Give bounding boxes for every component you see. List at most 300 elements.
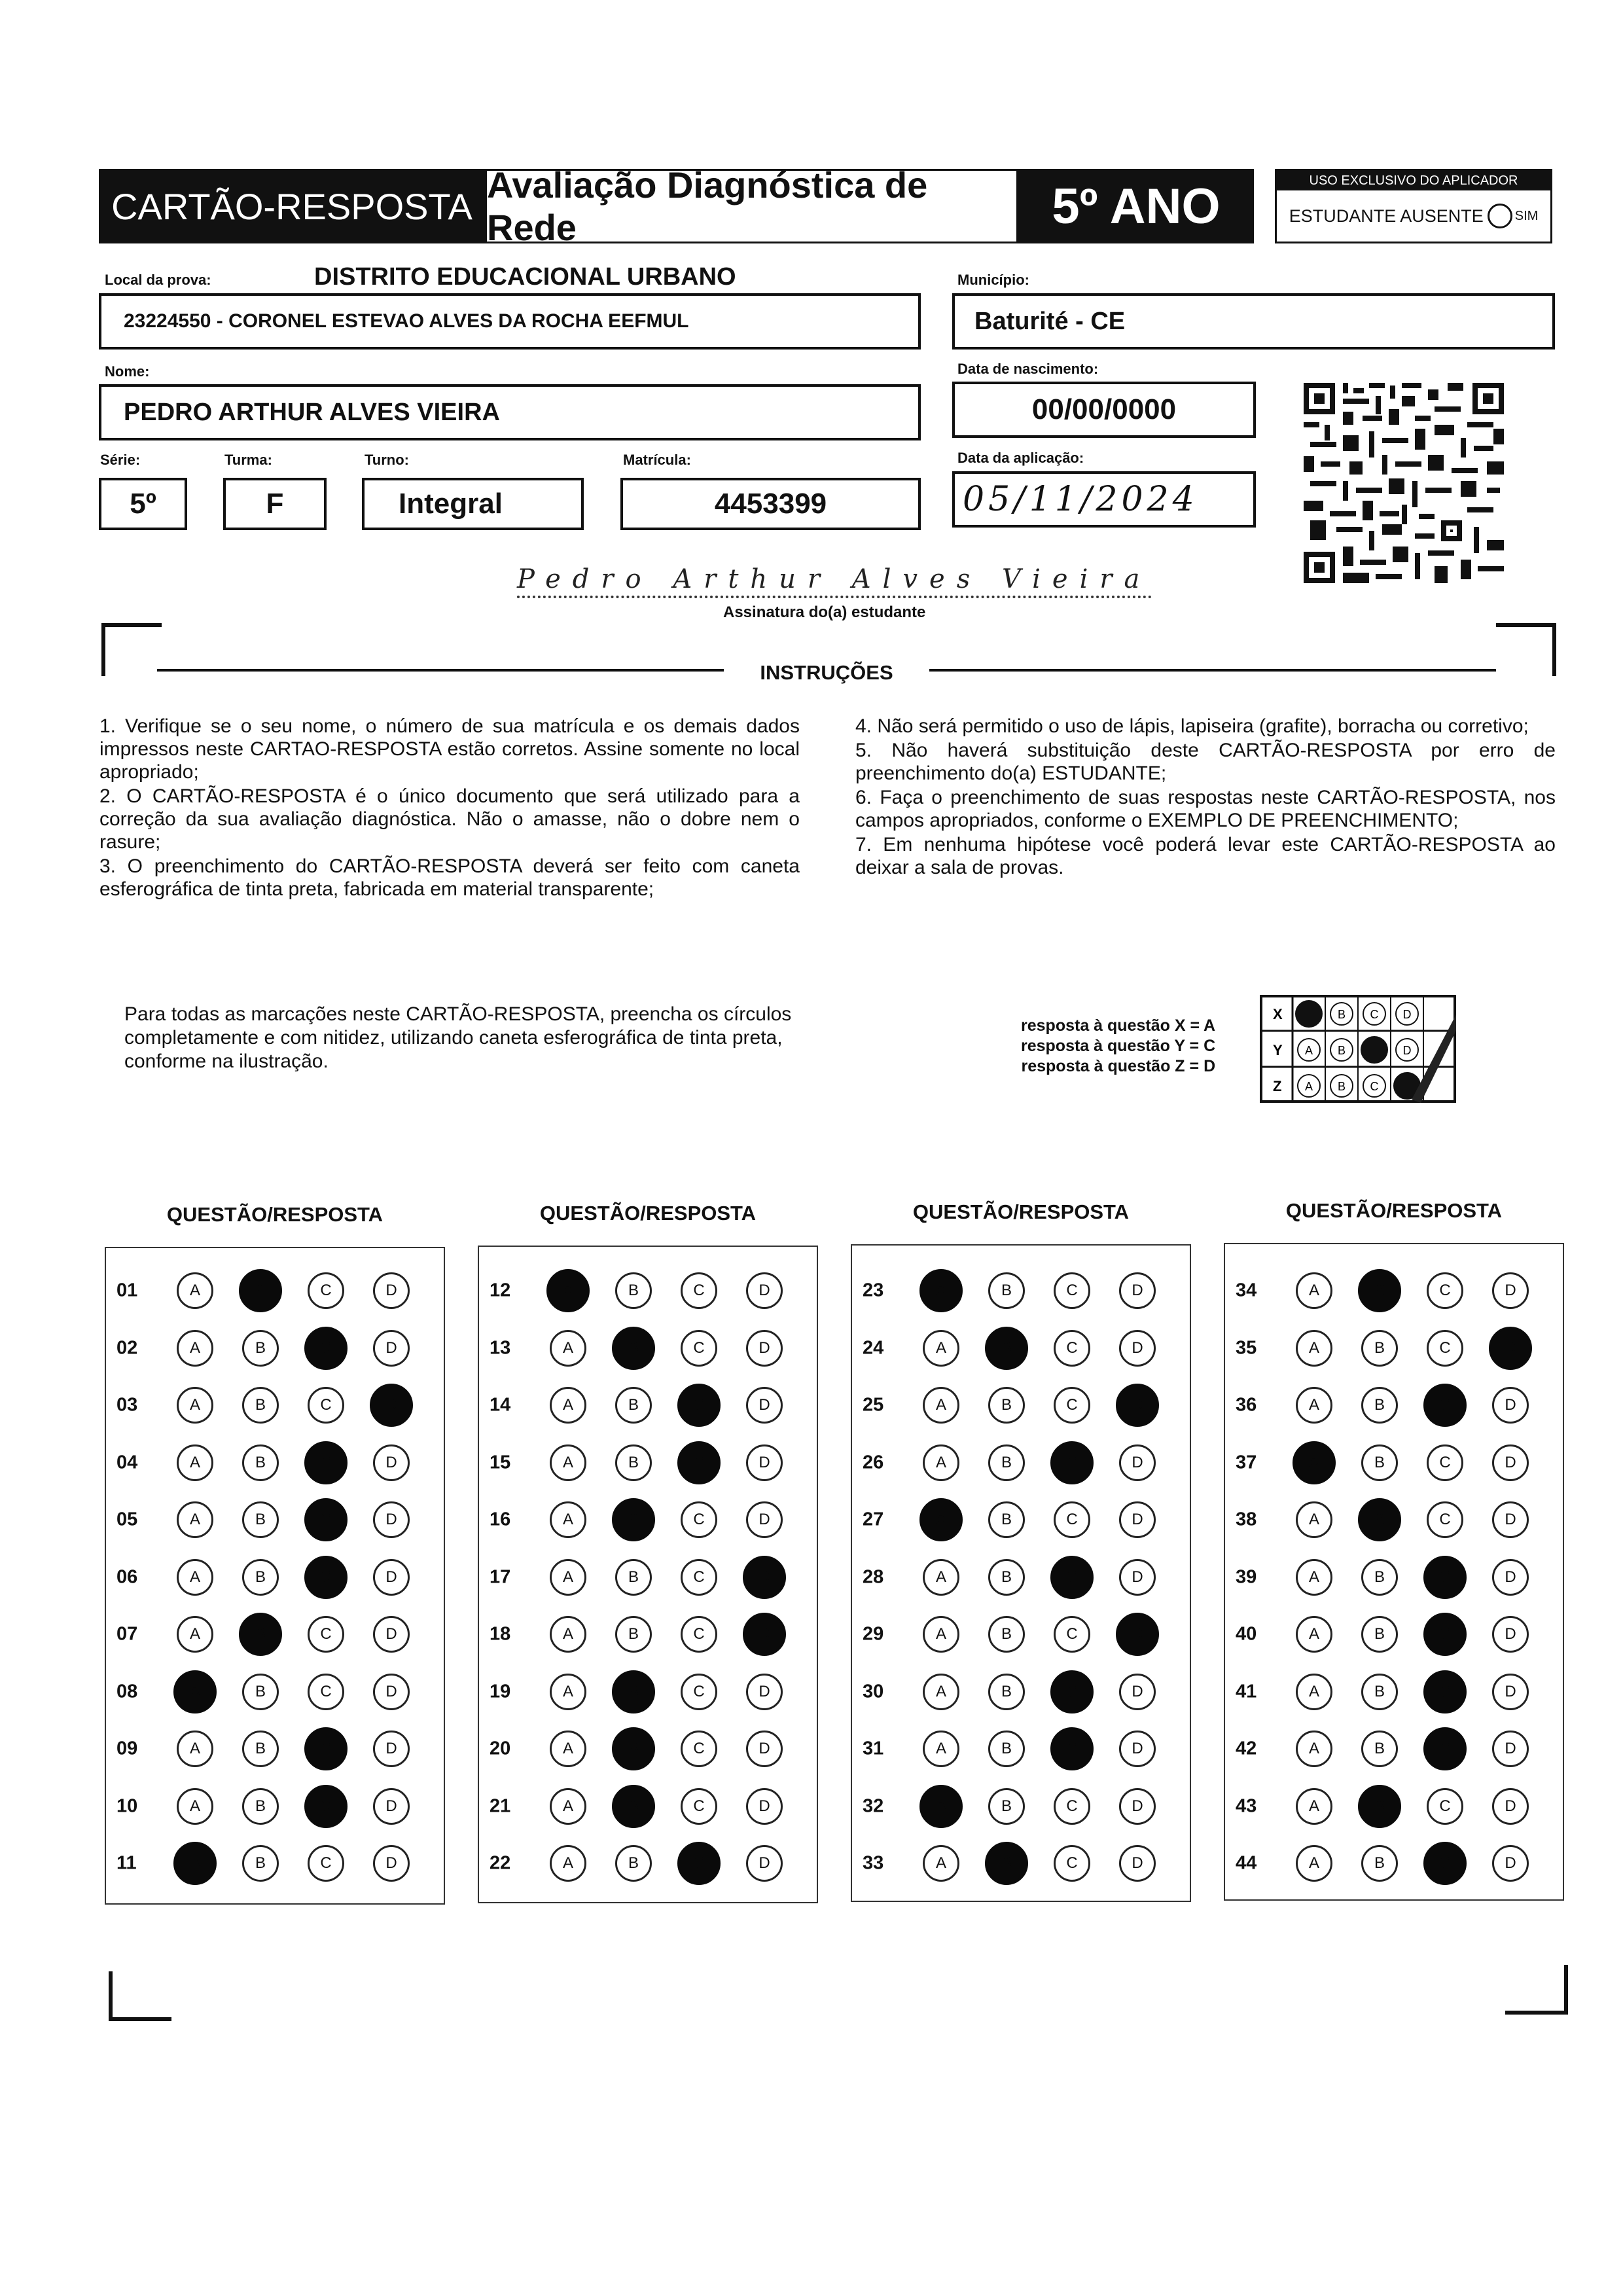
answer-row [479,1787,817,1826]
school-field [99,293,921,350]
bubble-b[interactable]: B [242,1731,279,1767]
bubble-d[interactable]: D [746,1387,783,1424]
bubble-c-marked[interactable]: C [1423,1384,1467,1427]
bubble-d[interactable]: D [373,1272,410,1309]
bubble-b[interactable]: B [242,1845,279,1882]
bubble-d[interactable]: D [1492,1272,1529,1309]
question-number: 18 [490,1623,511,1645]
bubble-c[interactable]: C [1054,1272,1090,1309]
answer-row [1225,1615,1563,1654]
bubble-b-marked[interactable]: B [1358,1498,1401,1541]
question-number: 30 [863,1681,884,1702]
answer-row [1225,1386,1563,1425]
example-bubble-letter: D [1402,1044,1412,1057]
bubble-a[interactable]: A [550,1559,586,1596]
bubble-b[interactable]: B [242,1788,279,1825]
bubble-d[interactable]: D [373,1674,410,1710]
bubble-b[interactable]: B [242,1501,279,1538]
local-label: Local da prova: [105,272,211,288]
bubble-d[interactable]: D [1119,1330,1156,1367]
bubble-b[interactable]: B [242,1674,279,1710]
question-number: 31 [863,1738,884,1759]
bubble-a[interactable]: A [177,1330,213,1367]
instructions-left [99,715,800,902]
bubble-c-marked[interactable]: C [1423,1613,1467,1656]
bubble-a[interactable]: A [923,1845,959,1882]
signature-value: Pedro Arthur Alves Vieira [517,564,1152,594]
answer-row [1225,1329,1563,1368]
answer-row [1225,1672,1563,1712]
answer-column-3 [851,1244,1191,1902]
answer-column-1 [105,1247,445,1905]
bubble-d[interactable]: D [1119,1501,1156,1538]
bubble-c-marked[interactable]: C [1423,1670,1467,1713]
bubble-a[interactable]: A [923,1616,959,1653]
bubble-a[interactable]: A [1296,1272,1332,1309]
question-number: 28 [863,1566,884,1587]
answer-row [479,1443,817,1482]
bubble-a[interactable]: A [550,1674,586,1710]
answer-row [479,1329,817,1368]
bubble-b-marked[interactable]: B [239,1269,282,1312]
bubble-c[interactable]: C [681,1330,717,1367]
bubble-a[interactable]: A [177,1731,213,1767]
example-row-label: Z [1273,1078,1282,1094]
bubble-b-marked[interactable]: B [612,1727,655,1770]
bubble-d[interactable]: D [373,1559,410,1596]
applicator-label: USO EXCLUSIVO DO APLICADOR [1277,171,1550,190]
bubble-c-marked[interactable]: C [677,1384,721,1427]
bubble-a[interactable]: A [550,1330,586,1367]
bubble-c[interactable]: C [308,1387,344,1424]
bubble-b[interactable]: B [615,1845,652,1882]
bubble-a-marked[interactable]: A [1293,1441,1336,1484]
bubble-a[interactable]: A [177,1387,213,1424]
bubble-c[interactable]: C [308,1845,344,1882]
bubble-c[interactable]: C [1054,1788,1090,1825]
example-bubble-letter: C [1370,1008,1379,1021]
absent-bubble[interactable] [1488,204,1512,228]
example-grid-graphic [1260,995,1456,1103]
bubble-a[interactable]: A [923,1674,959,1710]
bubble-c-marked[interactable]: C [1423,1556,1467,1599]
answer-row [852,1386,1190,1425]
instructions-title: INSTRUÇÕES [760,661,893,684]
bubble-c[interactable]: C [681,1272,717,1309]
bubble-b[interactable]: B [988,1387,1025,1424]
municipio-label: Município: [957,272,1029,288]
absent-option: SIM [1514,208,1539,223]
example-bubble-a [1296,1001,1322,1027]
serie-value: 5º [130,488,156,520]
qr-code [1304,383,1504,583]
bubble-b-marked[interactable]: B [1358,1785,1401,1828]
question-number: 21 [490,1795,511,1816]
bubble-d-marked[interactable]: D [370,1384,413,1427]
turno-label: Turno: [365,452,410,468]
example-bubble-letter: A [1304,1044,1313,1057]
bubble-d-marked[interactable]: D [743,1556,786,1599]
bubble-b[interactable]: B [988,1501,1025,1538]
bubble-d[interactable]: D [373,1616,410,1653]
bubble-d[interactable]: D [1492,1845,1529,1882]
bubble-c-marked[interactable]: C [1050,1727,1094,1770]
card-title [99,169,485,243]
bubble-a[interactable]: A [550,1845,586,1882]
bubble-d[interactable]: D [746,1845,783,1882]
bubble-c[interactable]: C [1054,1387,1090,1424]
bubble-c-marked[interactable]: C [677,1842,721,1885]
bubble-a-marked[interactable]: A [173,1842,217,1885]
answer-row [479,1271,817,1310]
bubble-d[interactable]: D [746,1788,783,1825]
example-line-x: resposta à questão X = A [1021,1016,1216,1035]
bubble-d[interactable]: D [373,1501,410,1538]
bubble-c[interactable]: C [681,1788,717,1825]
bubble-c[interactable]: C [1054,1616,1090,1653]
bubble-a[interactable]: A [177,1616,213,1653]
question-number: 32 [863,1795,884,1816]
bubble-a[interactable]: A [1296,1387,1332,1424]
bubble-a[interactable]: A [923,1559,959,1596]
corner-mark-bottom-left [109,1971,171,2021]
bubble-d[interactable]: D [746,1501,783,1538]
bubble-b[interactable]: B [242,1444,279,1481]
bubble-b[interactable]: B [988,1674,1025,1710]
question-number: 20 [490,1738,511,1759]
bubble-b[interactable]: B [988,1788,1025,1825]
question-number: 38 [1236,1509,1257,1530]
bubble-d-marked[interactable]: D [743,1613,786,1656]
question-number: 07 [116,1623,138,1645]
instruction-6: 6. Faça o preenchimento de suas respostas neste CARTÃO-RESPOSTA, nos campos apropriados, conforme o EXEMPLO DE PREENCHIMENTO; [855,787,1556,831]
answer-row [106,1729,444,1768]
bubble-c-marked[interactable]: C [1050,1670,1094,1713]
answer-row [852,1500,1190,1539]
bubble-a[interactable]: A [177,1559,213,1596]
bubble-a-marked[interactable]: A [919,1269,963,1312]
signature-line [517,564,1152,598]
bubble-b-marked[interactable]: B [239,1613,282,1656]
bubble-c-marked[interactable]: C [1423,1842,1467,1885]
column-title: QUESTÃO/RESPOSTA [166,1203,383,1226]
question-number: 12 [490,1280,511,1301]
answer-row [479,1844,817,1883]
question-number: 43 [1236,1795,1257,1816]
bubble-a[interactable]: A [550,1731,586,1767]
bubble-a[interactable]: A [923,1444,959,1481]
bubble-c[interactable]: C [308,1272,344,1309]
example-illustration [1260,995,1456,1103]
bubble-a[interactable]: A [1296,1788,1332,1825]
bubble-a[interactable]: A [177,1501,213,1538]
answer-row [106,1787,444,1826]
bubble-b-marked[interactable]: B [985,1842,1028,1885]
bubble-c[interactable]: C [1054,1330,1090,1367]
bubble-b[interactable]: B [988,1444,1025,1481]
example-row-label: X [1273,1006,1283,1022]
question-number: 33 [863,1852,884,1874]
grade-title-text: 5º ANO [1052,178,1221,234]
bubble-b[interactable]: B [1361,1387,1398,1424]
bubble-a[interactable]: A [550,1616,586,1653]
grade-title [1018,169,1254,243]
nascimento-label: Data de nascimento: [957,361,1099,377]
bubble-b[interactable]: B [615,1559,652,1596]
applicator-box [1275,169,1552,243]
bubble-d[interactable]: D [746,1674,783,1710]
example-bubble-letter: B [1337,1080,1346,1093]
nascimento-value: 00/00/0000 [1031,393,1177,425]
bubble-a[interactable]: A [177,1272,213,1309]
signature-label: Assinatura do(a) estudante [723,603,926,621]
bubble-d[interactable]: D [746,1731,783,1767]
bubble-c[interactable]: C [308,1616,344,1653]
bubble-d[interactable]: D [746,1272,783,1309]
bubble-c[interactable]: C [681,1559,717,1596]
bubble-d[interactable]: D [373,1731,410,1767]
bubble-a[interactable]: A [1296,1559,1332,1596]
bubble-b[interactable]: B [988,1616,1025,1653]
bubble-d[interactable]: D [373,1330,410,1367]
bubble-b-marked[interactable]: B [1358,1269,1401,1312]
bubble-a[interactable]: A [550,1387,586,1424]
bubble-b[interactable]: B [242,1330,279,1367]
bubble-d[interactable]: D [1492,1501,1529,1538]
aplicacao-field [952,471,1256,528]
bubble-b[interactable]: B [1361,1559,1398,1596]
bubble-c-marked[interactable]: C [304,1498,348,1541]
bubble-b[interactable]: B [1361,1674,1398,1710]
bubble-d[interactable]: D [1119,1845,1156,1882]
bubble-b[interactable]: B [988,1731,1025,1767]
answer-row [852,1844,1190,1883]
municipio-value: Baturité - CE [974,307,1126,335]
bubble-d[interactable]: D [1119,1444,1156,1481]
exam-title [485,164,1018,248]
bubble-b-marked[interactable]: B [612,1327,655,1370]
bubble-b[interactable]: B [242,1387,279,1424]
bubble-d[interactable]: D [746,1330,783,1367]
bubble-c-marked[interactable]: C [304,1785,348,1828]
bubble-a-marked[interactable]: A [919,1785,963,1828]
corner-mark-top-right [1496,623,1556,676]
bubble-d[interactable]: D [1119,1674,1156,1710]
serie-label: Série: [100,452,141,468]
question-number: 44 [1236,1852,1257,1874]
bubble-a[interactable]: A [1296,1674,1332,1710]
question-number: 34 [1236,1280,1257,1301]
nascimento-field [952,382,1256,438]
bubble-d[interactable]: D [1492,1387,1529,1424]
bubble-d[interactable]: D [1492,1788,1529,1825]
question-number: 22 [490,1852,511,1874]
question-number: 26 [863,1452,884,1473]
bubble-c[interactable]: C [681,1731,717,1767]
bubble-a[interactable]: A [550,1788,586,1825]
bubble-d[interactable]: D [1492,1616,1529,1653]
bubble-c-marked[interactable]: C [304,1327,348,1370]
instruction-3: 3. O preenchimento do CARTÃO-RESPOSTA deverá ser feito com caneta esferográfica de tinta preta, fabricada em material transparente; [99,855,800,900]
marking-note: Para todas as marcações neste CARTÃO-RESPOSTA, preencha os círculos completamente e com nitidez, utilizando caneta esferográfica de tinta preta, conforme na ilustração. [124,1003,792,1072]
bubble-a[interactable]: A [177,1788,213,1825]
bubble-a[interactable]: A [1296,1330,1332,1367]
bubble-b[interactable]: B [988,1559,1025,1596]
question-number: 23 [863,1280,884,1301]
bubble-c[interactable]: C [1054,1845,1090,1882]
bubble-c-marked[interactable]: C [1050,1441,1094,1484]
bubble-c-marked[interactable]: C [677,1441,721,1484]
question-number: 14 [490,1394,511,1416]
bubble-b[interactable]: B [615,1616,652,1653]
question-number: 25 [863,1394,884,1416]
bubble-a-marked[interactable]: A [919,1498,963,1541]
example-line-z: resposta à questão Z = D [1021,1057,1216,1075]
bubble-d[interactable]: D [1119,1788,1156,1825]
bubble-d[interactable]: D [1492,1731,1529,1767]
question-number: 02 [116,1337,138,1358]
bubble-d[interactable]: D [1119,1272,1156,1309]
bubble-d-marked[interactable]: D [1116,1384,1159,1427]
bubble-b-marked[interactable]: B [612,1785,655,1828]
bubble-c[interactable]: C [1427,1788,1463,1825]
local-value: DISTRITO EDUCACIONAL URBANO [314,263,736,291]
question-number: 40 [1236,1623,1257,1645]
answer-row [479,1672,817,1712]
answer-row [479,1558,817,1597]
answer-row [1225,1787,1563,1826]
bubble-a[interactable]: A [1296,1845,1332,1882]
bubble-a-marked[interactable]: A [173,1670,217,1713]
example-row-label: Y [1273,1042,1283,1058]
answer-row [479,1386,817,1425]
answer-column-2 [478,1246,818,1903]
bubble-c[interactable]: C [681,1674,717,1710]
bubble-d[interactable]: D [373,1845,410,1882]
answer-row [479,1500,817,1539]
bubble-d[interactable]: D [746,1444,783,1481]
bubble-a[interactable]: A [1296,1501,1332,1538]
bubble-d[interactable]: D [1492,1559,1529,1596]
example-bubble-letter: B [1337,1008,1346,1021]
question-number: 05 [116,1509,138,1530]
question-number: 27 [863,1509,884,1530]
bubble-c-marked[interactable]: C [1423,1727,1467,1770]
bubble-c-marked[interactable]: C [304,1556,348,1599]
bubble-b[interactable]: B [1361,1444,1398,1481]
bubble-c-marked[interactable]: C [1050,1556,1094,1599]
example-bubble-letter: D [1402,1008,1412,1021]
answer-row [106,1558,444,1597]
bubble-a[interactable]: A [177,1444,213,1481]
bubble-d[interactable]: D [1492,1674,1529,1710]
answer-row [852,1672,1190,1712]
answer-row [852,1729,1190,1768]
matricula-field [620,478,921,530]
bubble-d-marked[interactable]: D [1116,1613,1159,1656]
answer-row [852,1329,1190,1368]
answer-row [106,1844,444,1883]
turma-value: F [266,488,284,520]
bubble-b[interactable]: B [615,1444,652,1481]
bubble-c[interactable]: C [681,1501,717,1538]
bubble-b-marked[interactable]: B [612,1670,655,1713]
bubble-c[interactable]: C [308,1674,344,1710]
question-number: 10 [116,1795,138,1816]
question-number: 37 [1236,1452,1257,1473]
bubble-c[interactable]: C [1054,1501,1090,1538]
bubble-a-marked[interactable]: A [546,1269,590,1312]
question-number: 04 [116,1452,138,1473]
turno-field [362,478,584,530]
question-number: 11 [116,1852,137,1874]
example-bubble-letter: C [1370,1080,1379,1093]
instructions-rule-right [929,669,1496,672]
bubble-d[interactable]: D [1119,1731,1156,1767]
bubble-c[interactable]: C [1427,1444,1463,1481]
bubble-a[interactable]: A [550,1501,586,1538]
bubble-c[interactable]: C [681,1616,717,1653]
bubble-b[interactable]: B [1361,1845,1398,1882]
absent-label: ESTUDANTE AUSENTE [1289,206,1484,226]
bubble-b[interactable]: B [615,1272,652,1309]
bubble-c[interactable]: C [1427,1272,1463,1309]
bubble-d[interactable]: D [1492,1444,1529,1481]
question-number: 09 [116,1738,138,1759]
bubble-d-marked[interactable]: D [1489,1327,1532,1370]
bubble-d[interactable]: D [373,1444,410,1481]
column-title: QUESTÃO/RESPOSTA [1285,1199,1503,1222]
bubble-a[interactable]: A [923,1330,959,1367]
question-number: 06 [116,1566,138,1587]
bubble-a[interactable]: A [923,1731,959,1767]
matricula-label: Matrícula: [623,452,691,468]
bubble-a[interactable]: A [1296,1731,1332,1767]
bubble-b[interactable]: B [1361,1731,1398,1767]
aplicacao-label: Data da aplicação: [957,450,1084,466]
bubble-d[interactable]: D [373,1788,410,1825]
question-number: 15 [490,1452,511,1473]
example-bubble-letter: A [1304,1080,1313,1093]
bubble-b-marked[interactable]: B [612,1498,655,1541]
bubble-c-marked[interactable]: C [304,1441,348,1484]
bubble-b-marked[interactable]: B [985,1327,1028,1370]
answer-row [1225,1844,1563,1883]
question-number: 08 [116,1681,138,1702]
nome-value: PEDRO ARTHUR ALVES VIEIRA [124,398,500,426]
bubble-b[interactable]: B [1361,1330,1398,1367]
bubble-c[interactable]: C [1427,1501,1463,1538]
bubble-c[interactable]: C [1427,1330,1463,1367]
question-number: 01 [116,1280,138,1301]
instruction-2: 2. O CARTÃO-RESPOSTA é o único documento que será utilizado para a correção da sua avaliação diagnóstica. Não o amasse, não o dobre nem o rasure; [99,785,800,853]
bubble-a[interactable]: A [1296,1616,1332,1653]
school-value: 23224550 - CORONEL ESTEVAO ALVES DA ROCHA EEFMUL [124,310,689,332]
bubble-a[interactable]: A [923,1387,959,1424]
bubble-a[interactable]: A [550,1444,586,1481]
bubble-b[interactable]: B [242,1559,279,1596]
instructions-right [855,715,1556,880]
question-number: 16 [490,1509,511,1530]
bubble-b[interactable]: B [615,1387,652,1424]
bubble-b[interactable]: B [1361,1616,1398,1653]
nome-field [99,384,921,440]
bubble-d[interactable]: D [1119,1559,1156,1596]
corner-mark-top-left [101,623,162,676]
bubble-c-marked[interactable]: C [304,1727,348,1770]
instruction-7: 7. Em nenhuma hipótese você poderá levar este CARTÃO-RESPOSTA ao deixar a sala de provas. [855,834,1556,878]
bubble-b[interactable]: B [988,1272,1025,1309]
